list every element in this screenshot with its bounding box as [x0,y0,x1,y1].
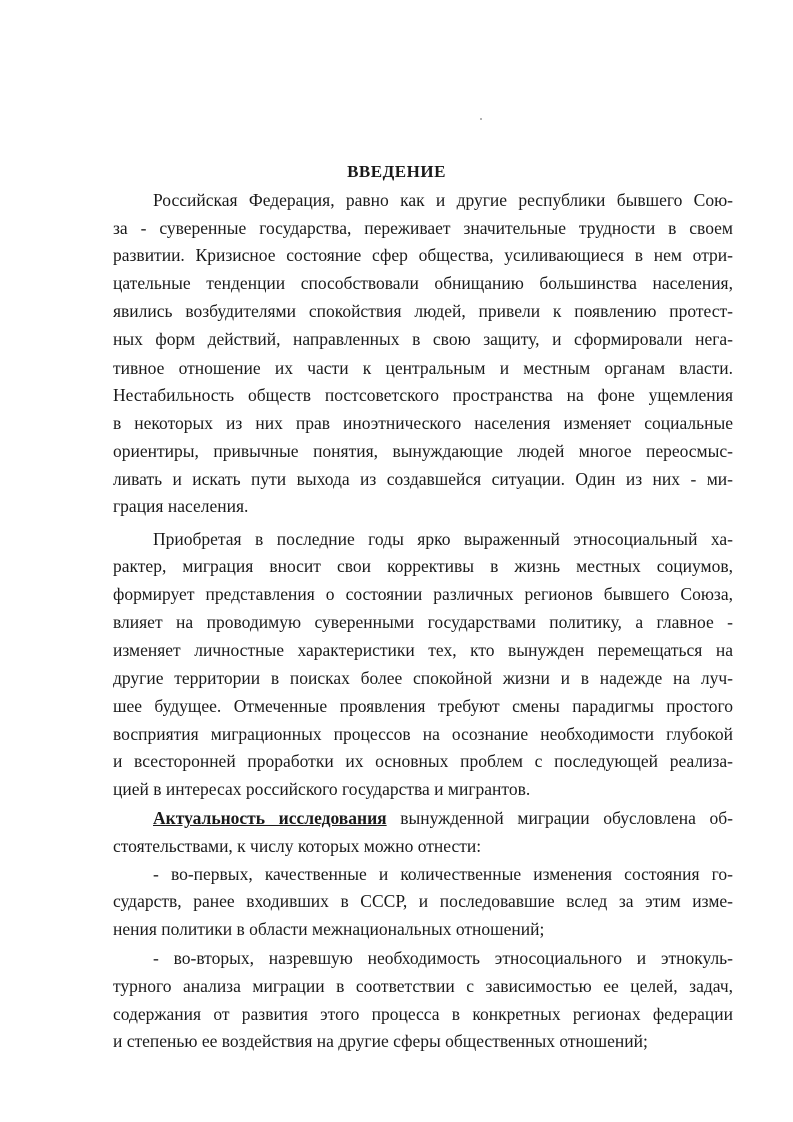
text-line: тивное отношение их части к центральным и местным органам власти. [113,358,733,378]
text-line: цией в интересах российского государства и мигрантов. [113,779,531,799]
text-line: турного анализа миграции в соответствии с зависимостью ее целей, задач, [113,976,733,996]
text-line: цательные тенденции способствовали обнищанию большинства населения, [113,273,733,293]
text-line: грация населения. [113,496,249,516]
scan-speck [480,118,482,120]
text-line: нения политики в области межнациональных отношений; [113,919,545,939]
text-fragment: вынужденной миграции обусловлена об- [400,808,733,828]
text-line: и степенью ее воздействия на другие сферы общественных отношений; [113,1031,648,1051]
relevance-keyword: Актуальность исследования [153,808,387,828]
text-line: в некоторых из них прав иноэтнического населения изменяет социальные [113,413,733,433]
text-line: развитии. Кризисное состояние сфер общества, усиливающиеся в нем отри- [113,245,733,265]
text-line: Российская Федерация, равно как и другие республики бывшего Сою- [153,190,733,210]
text-line: явились возбудителями спокойствия людей, привели к появлению протест- [113,301,733,321]
text-line: другие территории в поисках более спокойной жизни и в надежде на луч- [113,668,733,688]
page-title: ВВЕДЕНИЕ [347,162,446,181]
text-line: влияет на проводимую суверенными государствами политику, а главное - [113,612,733,632]
text-line: и всесторонней проработки их основных проблем с последующей реализа- [113,751,733,771]
text-line: содержания от развития этого процесса в конкретных регионах федерации [113,1004,733,1024]
text-line: стоятельствами, к числу которых можно отнести: [113,836,482,856]
text-line: ориентиры, привычные понятия, вынуждающие людей многое переосмыс- [113,441,733,461]
text-line: шее будущее. Отмеченные проявления требуют смены парадигмы простого [113,696,733,716]
text-line: изменяет личностные характеристики тех, кто вынужден перемещаться на [113,640,733,660]
text-line: ных форм действий, направленных в свою защиту, и сформировали нега- [113,329,733,349]
text-line: рактер, миграция вносит свои коррективы в жизнь местных социумов, [113,556,733,576]
text-line: восприятия миграционных процессов на осознание необходимости глубокой [113,724,733,744]
text-line: Нестабильность обществ постсоветского пространства на фоне ущемления [113,385,733,405]
text-line: - во-вторых, назревшую необходимость этносоциального и этнокуль- [153,948,733,968]
text-line: формирует представления о состоянии различных регионов бывшего Союза, [113,584,733,604]
text-line: Приобретая в последние годы ярко выраженный этносоциальный ха- [153,529,733,549]
text-line: - во-первых, качественные и количественные изменения состояния го- [153,864,733,884]
text-line: за - суверенные государства, переживает значительные трудности в своем [113,218,733,238]
text-line [153,806,733,830]
text-line: ливать и искать пути выхода из создавшейся ситуации. Один из них - ми- [113,469,733,489]
text-line: сударств, ранее входивших в СССР, и последовавшие вслед за этим изме- [113,891,733,911]
